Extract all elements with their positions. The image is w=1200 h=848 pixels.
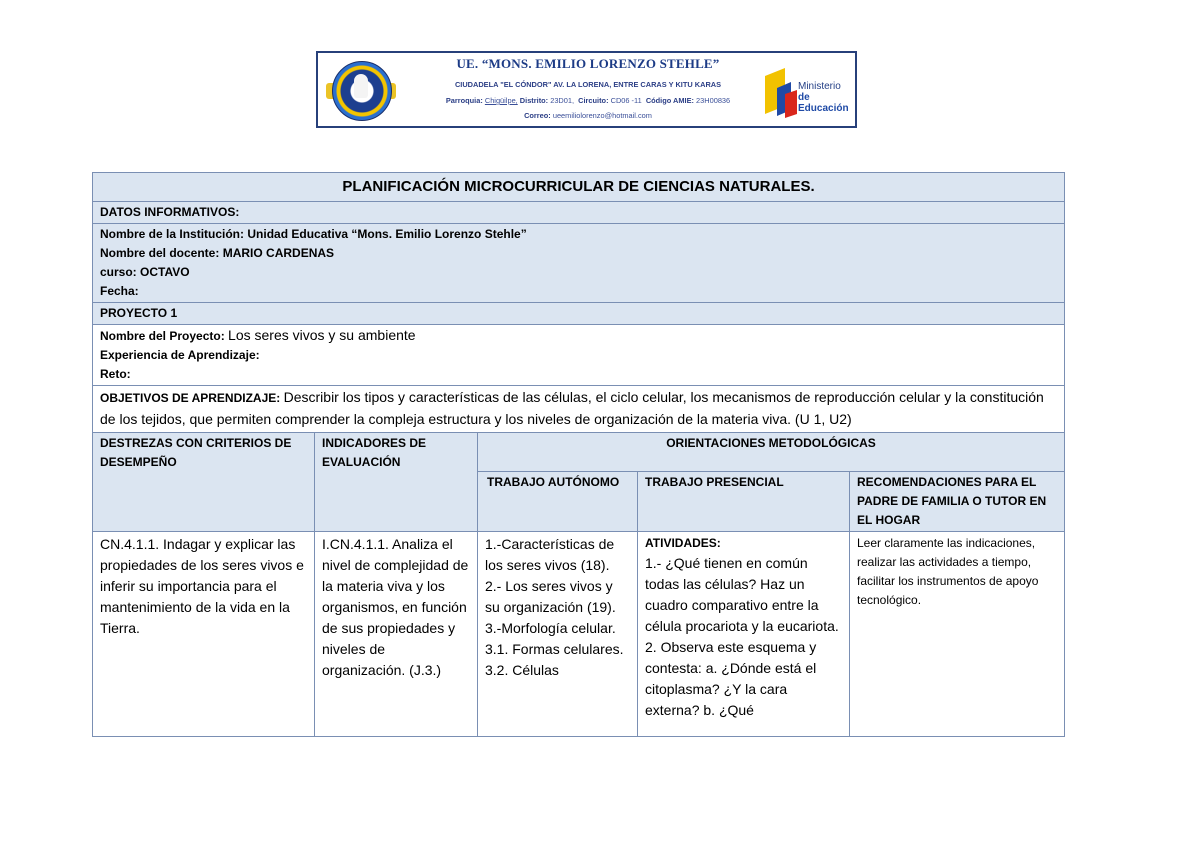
amie-value: 23H00836 bbox=[696, 96, 731, 105]
presencial-cell bbox=[638, 532, 850, 737]
datos-header: DATOS INFORMATIVOS: bbox=[93, 202, 1065, 224]
destreza-cell: CN.4.1.1. Indagar y explicar las propiedades de los seres vivos e inferir su importancia para el mantenimiento de la vida en la Tierra. bbox=[93, 532, 315, 737]
experiencia-label: Experiencia de Aprendizaje: bbox=[100, 348, 260, 362]
school-letterhead bbox=[316, 51, 857, 128]
autonomo-item: 3.2. Células bbox=[485, 662, 559, 678]
distrito-value: 23D01, bbox=[550, 96, 575, 105]
ministry-line2: de Educación bbox=[798, 92, 849, 114]
school-email bbox=[408, 111, 768, 120]
docente-label: Nombre del docente: bbox=[100, 246, 220, 260]
autonomo-item: 2.- Los seres vivos y su organización (19). bbox=[485, 578, 616, 615]
school-name: UE. “MONS. EMILIO LORENZO STEHLE” bbox=[456, 56, 720, 71]
school-address: CIUDADELA "EL CÓNDOR" AV. LA LORENA, ENTRE CARAS Y KITU KARAS bbox=[454, 80, 722, 89]
col-orientaciones-header: ORIENTACIONES METODOLÓGICAS bbox=[478, 433, 1065, 472]
col-indicadores-header: INDICADORES DE EVALUACIÓN bbox=[315, 433, 478, 532]
email-label: Correo: bbox=[524, 111, 551, 120]
school-codes bbox=[408, 96, 768, 105]
objetivos-cell bbox=[93, 386, 1065, 433]
proyecto-nombre-label: Nombre del Proyecto: bbox=[100, 329, 225, 343]
curso-label: curso: bbox=[100, 265, 137, 279]
institucion-label: Nombre de la Institución: bbox=[100, 227, 245, 241]
sub-autonomo-header: TRABAJO AUTÓNOMO bbox=[478, 472, 638, 532]
recomendaciones-cell: Leer claramente las indicaciones, realizar las actividades a tiempo, facilitar los instrumentos de apoyo tecnológico. bbox=[850, 532, 1065, 737]
docente-value: MARIO CARDENAS bbox=[222, 246, 335, 260]
autonomo-cell bbox=[478, 532, 638, 737]
curso-row bbox=[100, 263, 1057, 282]
presencial-text: 1.- ¿Qué tienen en común todas las células? Haz un cuadro comparativo entre la célula procariota y la eucariota. 2. Observa este esquema y contesta: a. ¿Dónde está el citoplasma? ¿Y la cara externa? b. ¿Qué bbox=[645, 555, 839, 718]
docente-row bbox=[100, 244, 1057, 263]
datos-informativos bbox=[93, 224, 1065, 303]
planning-table bbox=[92, 172, 1065, 737]
seal-portrait bbox=[354, 74, 368, 98]
autonomo-item: 1.-Características de los seres vivos (18). bbox=[485, 536, 615, 573]
proyecto-nombre-value: Los seres vivos y su ambiente bbox=[228, 327, 416, 343]
autonomo-item: 3.-Morfología celular. bbox=[485, 620, 616, 636]
proyecto-header: PROYECTO 1 bbox=[93, 303, 1065, 325]
reto-label: Reto: bbox=[100, 367, 131, 381]
autonomo-item: 3.1. Formas celulares. bbox=[485, 641, 624, 657]
col-destrezas-header: DESTREZAS CON CRITERIOS DE DESEMPEÑO bbox=[93, 433, 315, 532]
parroquia-value: Chigüilpe, bbox=[484, 96, 518, 105]
institucion-row bbox=[100, 225, 1057, 244]
fecha-row bbox=[100, 282, 1057, 301]
indicador-cell: I.CN.4.1.1. Analiza el nivel de complejidad de la materia viva y los organismos, en función de sus propiedades y niveles de organización. (J.3.) bbox=[315, 532, 478, 737]
ministry-flag-red bbox=[785, 90, 797, 118]
circuito-label: Circuito: bbox=[578, 96, 609, 105]
circuito-value: CD06 -11 bbox=[610, 96, 642, 105]
amie-label: Código AMIE: bbox=[645, 96, 694, 105]
fecha-label: Fecha: bbox=[100, 284, 139, 298]
sub-presencial-header: TRABAJO PRESENCIAL bbox=[638, 472, 850, 532]
ministry-label bbox=[798, 81, 855, 114]
sub-recomendaciones-header: RECOMENDACIONES PARA EL PADRE DE FAMILIA O TUTOR EN EL HOGAR bbox=[850, 472, 1065, 532]
objetivos-value: Describir los tipos y características de las células, el ciclo celular, los mecanismos de reproducción celular y la constitución de los tejidos, que permiten comprender la compleja estructura y los niveles de organización de la materia viva. (U 1, U2) bbox=[100, 389, 1044, 427]
objetivos-label: OBJETIVOS DE APRENDIZAJE: bbox=[100, 391, 281, 405]
proyecto-details bbox=[93, 325, 1065, 386]
institucion-value: Unidad Educativa “Mons. Emilio Lorenzo Stehle” bbox=[247, 227, 527, 241]
curso-value: OCTAVO bbox=[140, 265, 190, 279]
proyecto-nombre-row bbox=[100, 326, 1057, 346]
distrito-label: Distrito: bbox=[519, 96, 549, 105]
page-title: PLANIFICACIÓN MICROCURRICULAR DE CIENCIAS NATURALES. bbox=[93, 173, 1065, 202]
presencial-heading: ATIVIDADES: bbox=[645, 536, 721, 550]
ministry-line1: Ministerio bbox=[798, 81, 841, 92]
parroquia-label: Parroquia: bbox=[445, 96, 483, 105]
email-value: ueemiliolorenzo@hotmail.com bbox=[552, 111, 652, 120]
